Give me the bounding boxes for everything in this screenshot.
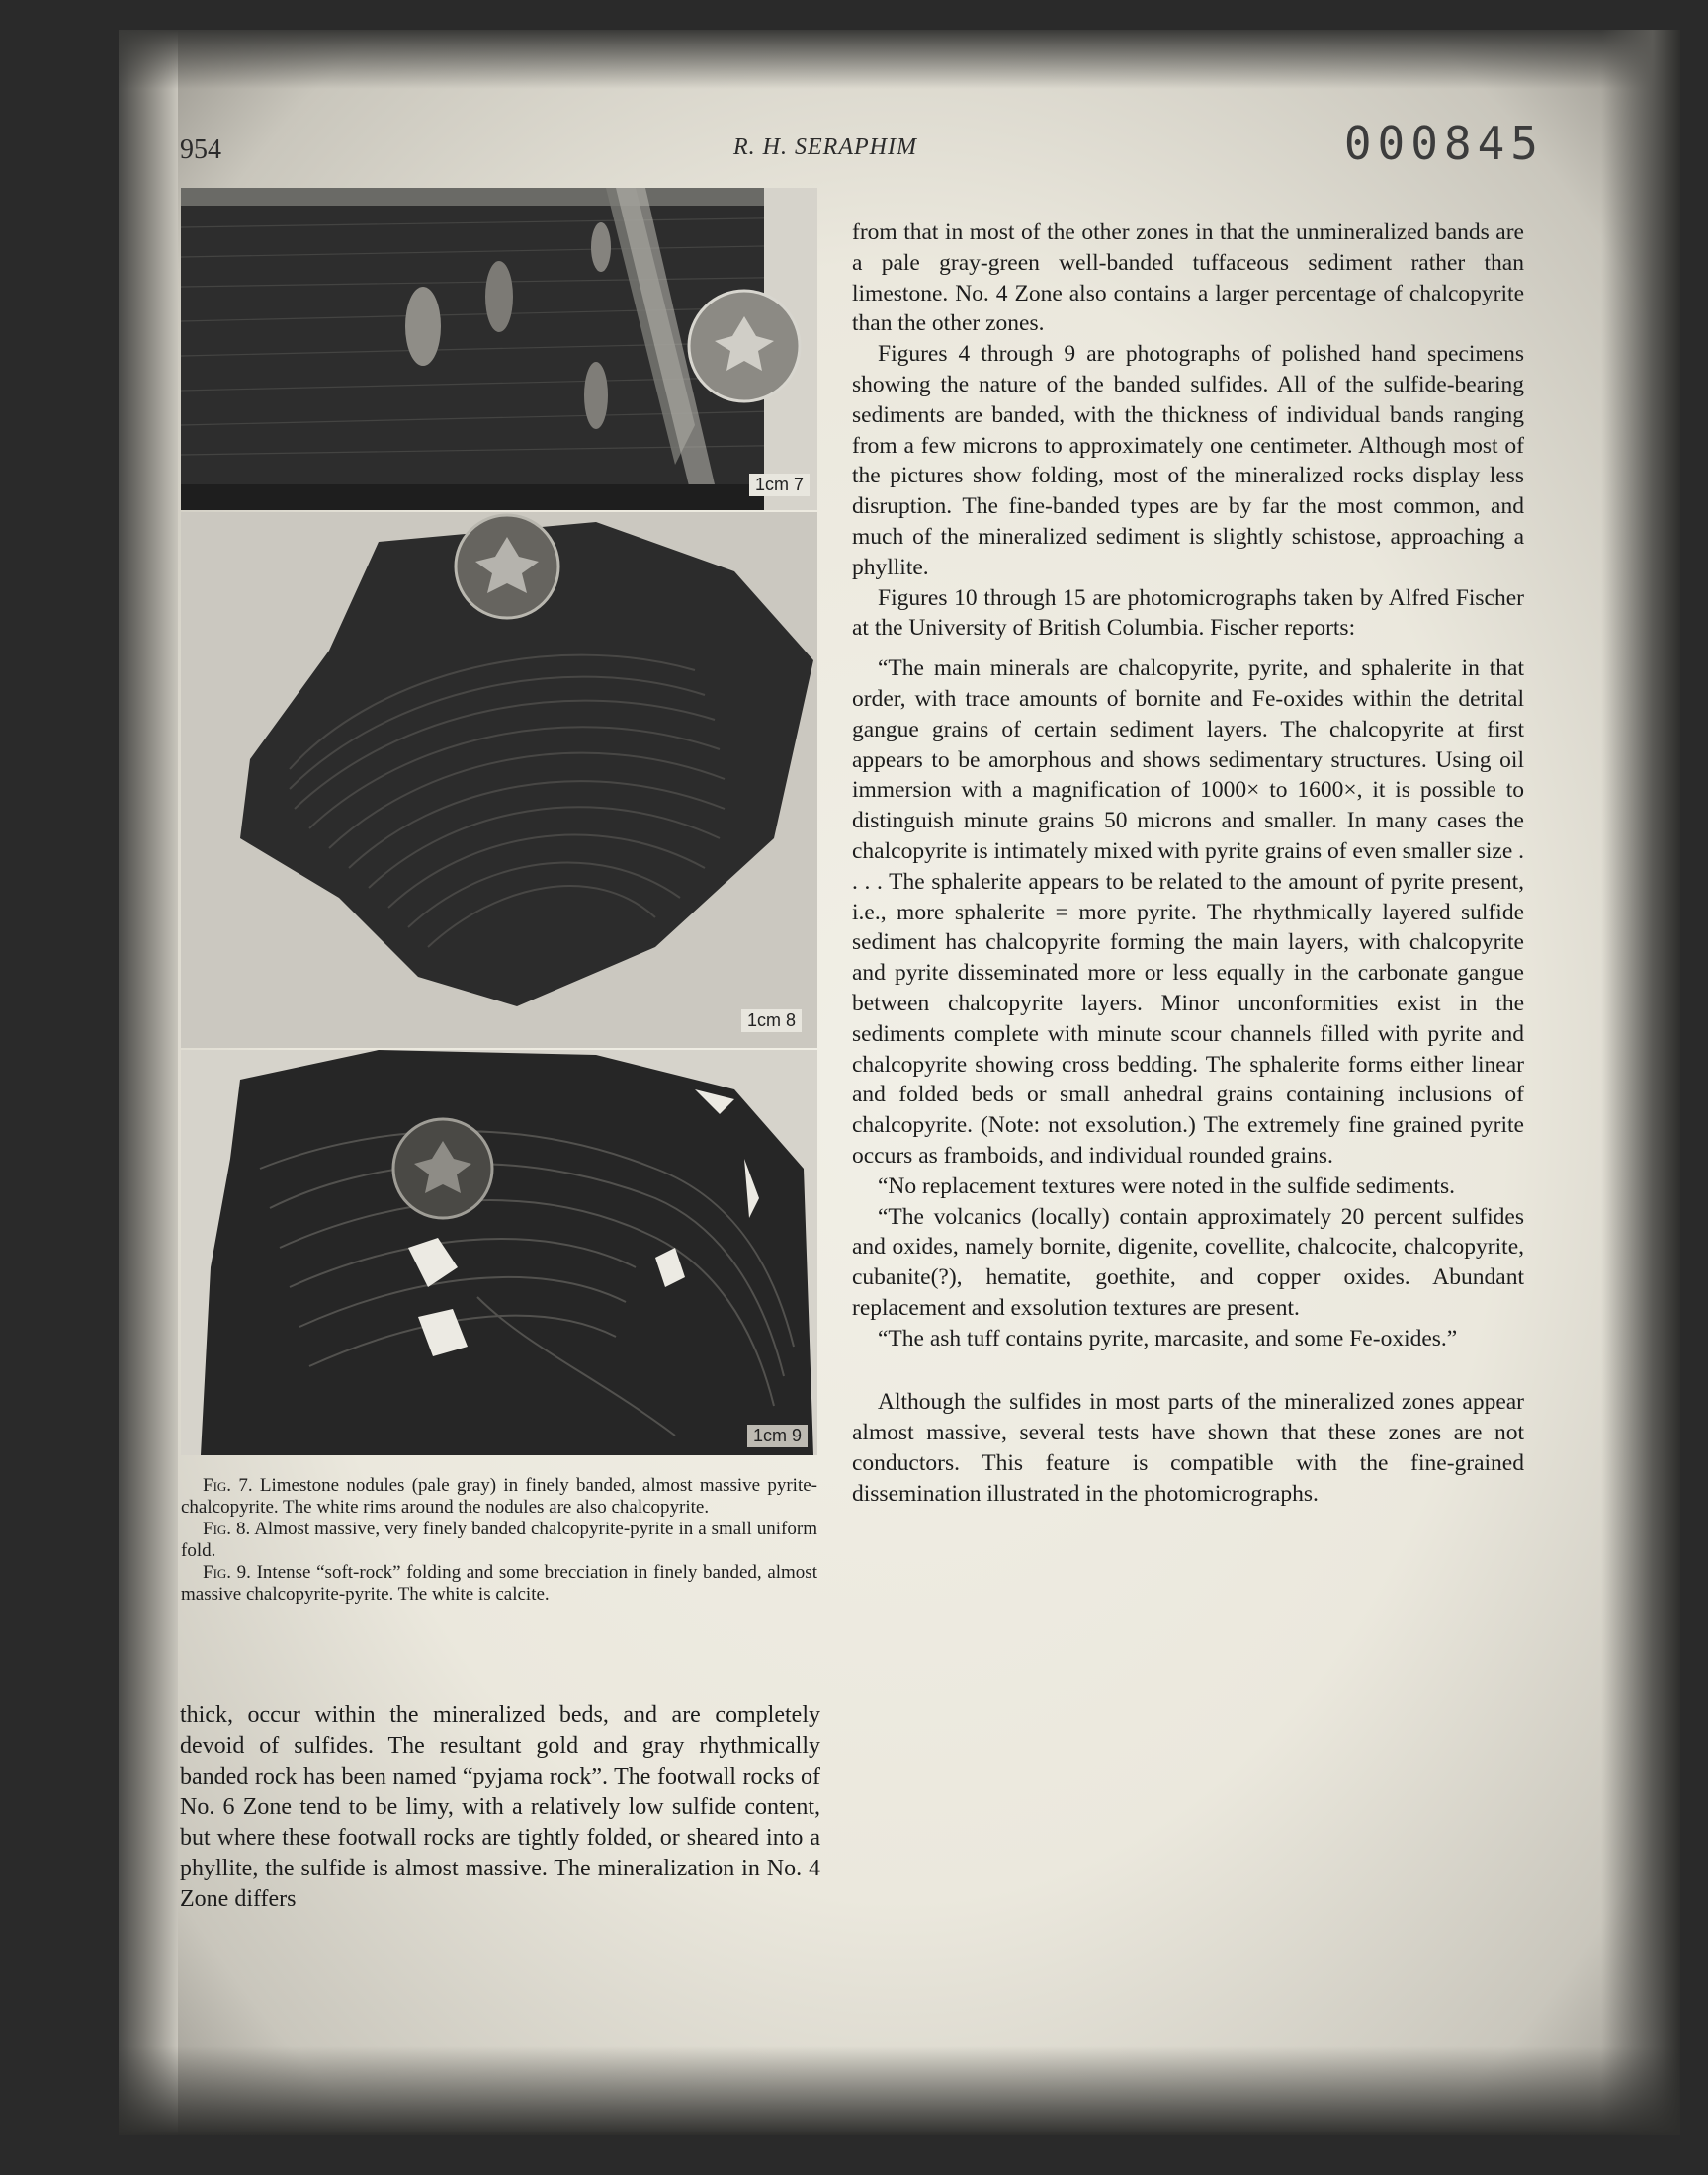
- page-shadow-top: [119, 30, 1680, 89]
- figure-8-scale-bar: [741, 1009, 802, 1032]
- left-column-body: [180, 1700, 820, 1915]
- figure-8-specimen-image: [181, 512, 817, 1048]
- caption-fig-9: [181, 1562, 817, 1606]
- figure-8-photo: [181, 512, 817, 1048]
- scale-label: 1cm: [754, 475, 789, 494]
- right-column-body: [852, 218, 1524, 1510]
- caption-text: Almost massive, very finely banded chalcopyrite-pyrite in a small uniform fold.: [181, 1519, 817, 1561]
- quotation-paragraph: “The volcanics (locally) contain approximately 20 percent sulfides and oxides, namely bornite, digenite, covellite, chalcocite, chalcopyrite, cubanite(?), hematite, goethite, and copper oxides. Abundant replacement and exsolution textures are present.: [852, 1203, 1524, 1321]
- scale-label: 1cm: [752, 1426, 787, 1445]
- caption-label: Fig. 7.: [203, 1475, 253, 1496]
- paragraph: Figures 4 through 9 are photographs of polished hand specimens showing the nature of the banded sulfides. All of the sulfide-bearing sediments are banded, with the thickness of individual bands ranging from a few microns to approximately one centimeter. Although most of the pictures show folding, most of the mineralized rocks display less disruption. The fine-banded types are by far the most common, and much of the mineralized sediment is slightly schistose, approaching a phyllite.: [852, 341, 1524, 580]
- caption-label: Fig. 9.: [203, 1562, 251, 1583]
- figure-number: 9: [791, 1426, 802, 1445]
- figure-9-scale-bar: [747, 1425, 808, 1447]
- page-shadow-left: [119, 30, 178, 2135]
- caption-label: Fig. 8.: [203, 1519, 251, 1539]
- paragraph: from that in most of the other zones in that the unmineralized bands are a pale gray-green well-banded tuffaceous sediment rather than limestone. No. 4 Zone also contains a larger percentage of chalcopyrite than the other zones.: [852, 219, 1524, 337]
- paragraph: Figures 10 through 15 are photomicrographs taken by Alfred Fischer at the University of British Columbia. Fischer reports:: [852, 584, 1524, 642]
- paragraph: thick, occur within the mineralized beds, and are completely devoid of sulfides. The resultant gold and gray rhythmically banded rock has been named “pyjama rock”. The footwall rocks of No. 6 Zone tend to be limy, with a relatively low sulfide content, but where these footwall rocks are tightly folded, or sheared into a phyllite, the sulfide is almost massive. The mineralization in No. 4 Zone differs: [180, 1702, 820, 1912]
- quotation-paragraph: “The ash tuff contains pyrite, marcasite, and some Fe-oxides.”: [878, 1325, 1458, 1351]
- caption-text: Limestone nodules (pale gray) in finely banded, almost massive pyrite-chalcopyrite. The white rims around the nodules are also chalcopyrite.: [181, 1475, 817, 1518]
- figure-9-photo: [181, 1050, 817, 1455]
- paragraph: Although the sulfides in most parts of the mineralized zones appear almost massive, several tests have shown that these zones are not conductors. This feature is compatible with the fine-grained dissemination illustrated in the photomicrographs.: [852, 1389, 1524, 1507]
- page-number: 954: [180, 134, 221, 165]
- caption-fig-7: [181, 1475, 817, 1519]
- quotation-paragraph: “No replacement textures were noted in the sulfide sediments.: [878, 1173, 1456, 1199]
- scale-label: 1cm: [746, 1010, 781, 1030]
- figure-number: 8: [785, 1010, 796, 1030]
- document-stamp: 000845: [1343, 117, 1544, 170]
- figure-7-scale-bar: [749, 474, 810, 496]
- quotation-paragraph: “The main minerals are chalcopyrite, pyrite, and sphalerite in that order, with trace amounts of bornite and Fe-oxides within the detrital gangue grains of certain sediment layers. The chalcopyrite at first appears to be amorphous and shows sedimentary structures. Using oil immersion with a magnification of 1000× to 1600×, it is possible to distinguish minute grains 50 microns and smaller. In many cases the chalcopyrite is intimately mixed with pyrite grains of even smaller size . . . . The sphalerite appears to be related to the amount of pyrite present, i.e., more sphalerite = more pyrite. The rhythmically layered sulfide sediment has chalcopyrite forming the main layers, with chalcopyrite and pyrite disseminated more or less equally in the carbonate gangue between chalcopyrite layers. Minor unconformities exist in the sediments complete with minute scour channels filled with pyrite and chalcopyrite showing cross bedding. The sphalerite forms either linear and folded beds or small anhedral grains containing inclusions of chalcopyrite. (Note: not exsolution.) The extremely fine grained pyrite occurs as framboids, and individual rounded grains.: [852, 655, 1524, 1169]
- running-head: [180, 117, 1544, 170]
- figure-9-specimen-image: [181, 1050, 817, 1455]
- page-shadow-bottom: [119, 2046, 1680, 2135]
- figure-7-photo: [181, 188, 817, 510]
- page-shadow-right: [1601, 30, 1680, 2135]
- figure-7-specimen-image: [181, 188, 817, 510]
- figure-captions: [181, 1475, 817, 1606]
- caption-text: Intense “soft-rock” folding and some brecciation in finely banded, almost massive chalcopyrite-pyrite. The white is calcite.: [181, 1562, 817, 1605]
- figure-number: 7: [793, 475, 804, 494]
- caption-fig-8: [181, 1519, 817, 1562]
- running-author: R. H. SERAPHIM: [733, 134, 917, 160]
